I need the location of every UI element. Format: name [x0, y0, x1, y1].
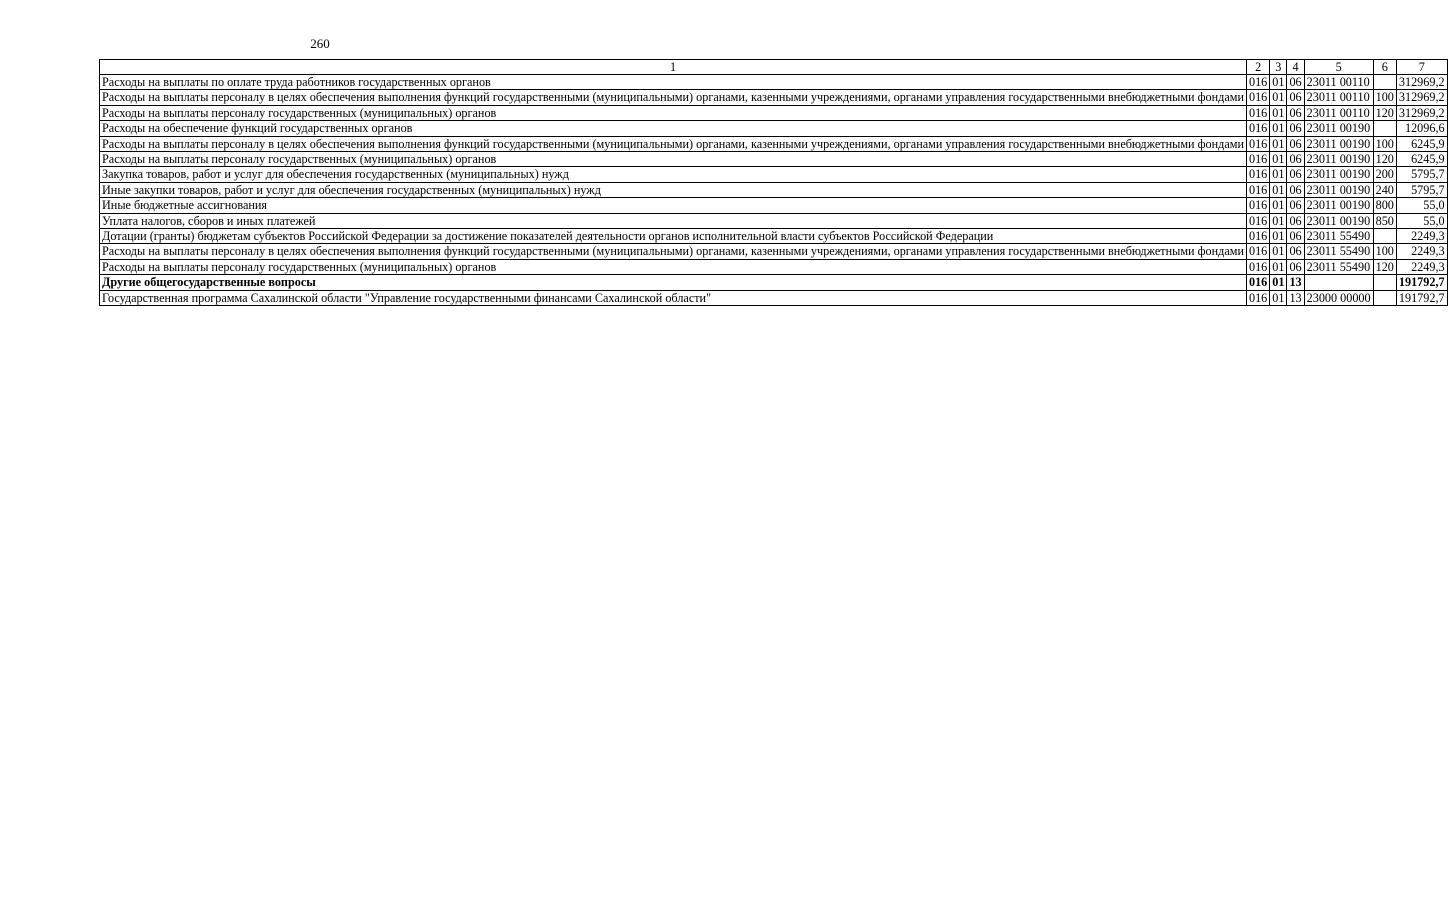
row-section: 01 [1270, 259, 1287, 274]
row-section: 01 [1270, 229, 1287, 244]
row-section: 01 [1270, 167, 1287, 182]
row-subsection: 06 [1287, 182, 1304, 197]
table-row [100, 229, 1448, 244]
table-row [100, 121, 1448, 136]
row-subsection: 06 [1287, 152, 1304, 167]
row-section: 01 [1270, 90, 1287, 105]
row-amount: 191792,7 [1396, 275, 1447, 290]
row-amount: 5795,7 [1396, 167, 1447, 182]
row-amount: 6245,9 [1396, 136, 1447, 151]
table-row [100, 213, 1448, 228]
table-row [100, 198, 1448, 213]
row-target-article: 23011 00190 [1304, 136, 1373, 151]
row-name: Расходы на выплаты по оплате труда работников государственных органов [100, 75, 1247, 90]
row-ministry-code: 016 [1246, 244, 1269, 259]
row-subsection: 06 [1287, 105, 1304, 120]
row-ministry-code: 016 [1246, 229, 1269, 244]
row-name: Государственная программа Сахалинской области "Управление государственными финансами Сахалинской области" [100, 290, 1247, 305]
row-amount: 5795,7 [1396, 182, 1447, 197]
row-section: 01 [1270, 182, 1287, 197]
row-section: 01 [1270, 105, 1287, 120]
row-target-article: 23011 55490 [1304, 244, 1373, 259]
row-subsection: 13 [1287, 275, 1304, 290]
row-ministry-code: 016 [1246, 275, 1269, 290]
row-target-article: 23011 00190 [1304, 152, 1373, 167]
row-expense-type: 240 [1373, 182, 1396, 197]
table-row [100, 167, 1448, 182]
row-name: Расходы на выплаты персоналу в целях обеспечения выполнения функций государственными (муниципальными) органами, казенными учреждениями, органами управления государственными внебюджетными фондами [100, 136, 1247, 151]
table-row [100, 259, 1448, 274]
header-cell: 7 [1396, 60, 1447, 75]
row-amount: 2249,3 [1396, 229, 1447, 244]
row-name: Расходы на выплаты персоналу в целях обеспечения выполнения функций государственными (муниципальными) органами, казенными учреждениями, органами управления государственными внебюджетными фондами [100, 244, 1247, 259]
row-ministry-code: 016 [1246, 136, 1269, 151]
row-expense-type [1373, 275, 1396, 290]
row-ministry-code: 016 [1246, 213, 1269, 228]
table-row-section-total [100, 275, 1448, 290]
header-cell: 5 [1304, 60, 1373, 75]
row-ministry-code: 016 [1246, 152, 1269, 167]
row-target-article: 23011 00190 [1304, 121, 1373, 136]
row-section: 01 [1270, 121, 1287, 136]
row-ministry-code: 016 [1246, 290, 1269, 305]
table-row [100, 244, 1448, 259]
row-subsection: 06 [1287, 136, 1304, 151]
row-target-article: 23000 00000 [1304, 290, 1373, 305]
row-expense-type [1373, 290, 1396, 305]
header-cell: 6 [1373, 60, 1396, 75]
header-cell: 4 [1287, 60, 1304, 75]
row-expense-type: 100 [1373, 244, 1396, 259]
row-name: Уплата налогов, сборов и иных платежей [100, 213, 1247, 228]
row-amount: 312969,2 [1396, 75, 1447, 90]
row-target-article [1304, 275, 1373, 290]
table-row [100, 90, 1448, 105]
row-name: Расходы на выплаты персоналу государственных (муниципальных) органов [100, 105, 1247, 120]
row-target-article: 23011 55490 [1304, 229, 1373, 244]
table-row [100, 105, 1448, 120]
row-expense-type: 120 [1373, 152, 1396, 167]
row-amount: 55,0 [1396, 213, 1447, 228]
row-name: Закупка товаров, работ и услуг для обеспечения государственных (муниципальных) нужд [100, 167, 1247, 182]
row-expense-type: 100 [1373, 90, 1396, 105]
row-section: 01 [1270, 244, 1287, 259]
row-target-article: 23011 55490 [1304, 259, 1373, 274]
row-expense-type: 100 [1373, 136, 1396, 151]
row-name: Расходы на выплаты персоналу в целях обеспечения выполнения функций государственными (муниципальными) органами, казенными учреждениями, органами управления государственными внебюджетными фондами [100, 90, 1247, 105]
row-expense-type: 200 [1373, 167, 1396, 182]
row-target-article: 23011 00190 [1304, 213, 1373, 228]
row-expense-type [1373, 121, 1396, 136]
row-name: Другие общегосударственные вопросы [100, 275, 1247, 290]
row-subsection: 06 [1287, 75, 1304, 90]
row-amount: 12096,6 [1396, 121, 1447, 136]
row-subsection: 06 [1287, 244, 1304, 259]
row-target-article: 23011 00190 [1304, 198, 1373, 213]
header-cell: 1 [100, 60, 1247, 75]
row-name: Расходы на выплаты персоналу государственных (муниципальных) органов [100, 259, 1247, 274]
header-row [100, 60, 1448, 75]
row-section: 01 [1270, 152, 1287, 167]
row-expense-type: 850 [1373, 213, 1396, 228]
row-amount: 2249,3 [1396, 244, 1447, 259]
row-subsection: 13 [1287, 290, 1304, 305]
row-target-article: 23011 00110 [1304, 75, 1373, 90]
row-section: 01 [1270, 198, 1287, 213]
row-name: Иные закупки товаров, работ и услуг для обеспечения государственных (муниципальных) нужд [100, 182, 1247, 197]
row-ministry-code: 016 [1246, 198, 1269, 213]
table-row [100, 290, 1448, 305]
table-row [100, 136, 1448, 151]
row-expense-type: 120 [1373, 259, 1396, 274]
row-target-article: 23011 00190 [1304, 167, 1373, 182]
row-ministry-code: 016 [1246, 182, 1269, 197]
row-target-article: 23011 00110 [1304, 90, 1373, 105]
row-section: 01 [1270, 75, 1287, 90]
row-subsection: 06 [1287, 213, 1304, 228]
row-subsection: 06 [1287, 229, 1304, 244]
budget-table [99, 59, 1448, 306]
row-subsection: 06 [1287, 259, 1304, 274]
row-name: Расходы на обеспечение функций государственных органов [100, 121, 1247, 136]
row-amount: 312969,2 [1396, 105, 1447, 120]
row-amount: 312969,2 [1396, 90, 1447, 105]
row-subsection: 06 [1287, 167, 1304, 182]
row-name: Дотации (гранты) бюджетам субъектов Российской Федерации за достижение показателей деятельности органов исполнительной власти субъектов Российской Федерации [100, 229, 1247, 244]
row-amount: 2249,3 [1396, 259, 1447, 274]
row-expense-type: 120 [1373, 105, 1396, 120]
row-ministry-code: 016 [1246, 259, 1269, 274]
row-ministry-code: 016 [1246, 75, 1269, 90]
row-target-article: 23011 00190 [1304, 182, 1373, 197]
row-amount: 191792,7 [1396, 290, 1447, 305]
table-row [100, 152, 1448, 167]
table-row [100, 75, 1448, 90]
row-section: 01 [1270, 290, 1287, 305]
row-name: Расходы на выплаты персоналу государственных (муниципальных) органов [100, 152, 1247, 167]
row-expense-type: 800 [1373, 198, 1396, 213]
header-cell: 3 [1270, 60, 1287, 75]
row-amount: 6245,9 [1396, 152, 1447, 167]
row-section: 01 [1270, 275, 1287, 290]
row-ministry-code: 016 [1246, 105, 1269, 120]
row-expense-type [1373, 75, 1396, 90]
row-section: 01 [1270, 213, 1287, 228]
table-row [100, 182, 1448, 197]
row-subsection: 06 [1287, 198, 1304, 213]
row-subsection: 06 [1287, 90, 1304, 105]
header-cell: 2 [1246, 60, 1269, 75]
row-name: Иные бюджетные ассигнования [100, 198, 1247, 213]
row-ministry-code: 016 [1246, 167, 1269, 182]
page-number: 260 [310, 36, 330, 51]
row-amount: 55,0 [1396, 198, 1447, 213]
row-target-article: 23011 00110 [1304, 105, 1373, 120]
row-section: 01 [1270, 136, 1287, 151]
row-ministry-code: 016 [1246, 121, 1269, 136]
row-ministry-code: 016 [1246, 90, 1269, 105]
row-expense-type [1373, 229, 1396, 244]
row-subsection: 06 [1287, 121, 1304, 136]
